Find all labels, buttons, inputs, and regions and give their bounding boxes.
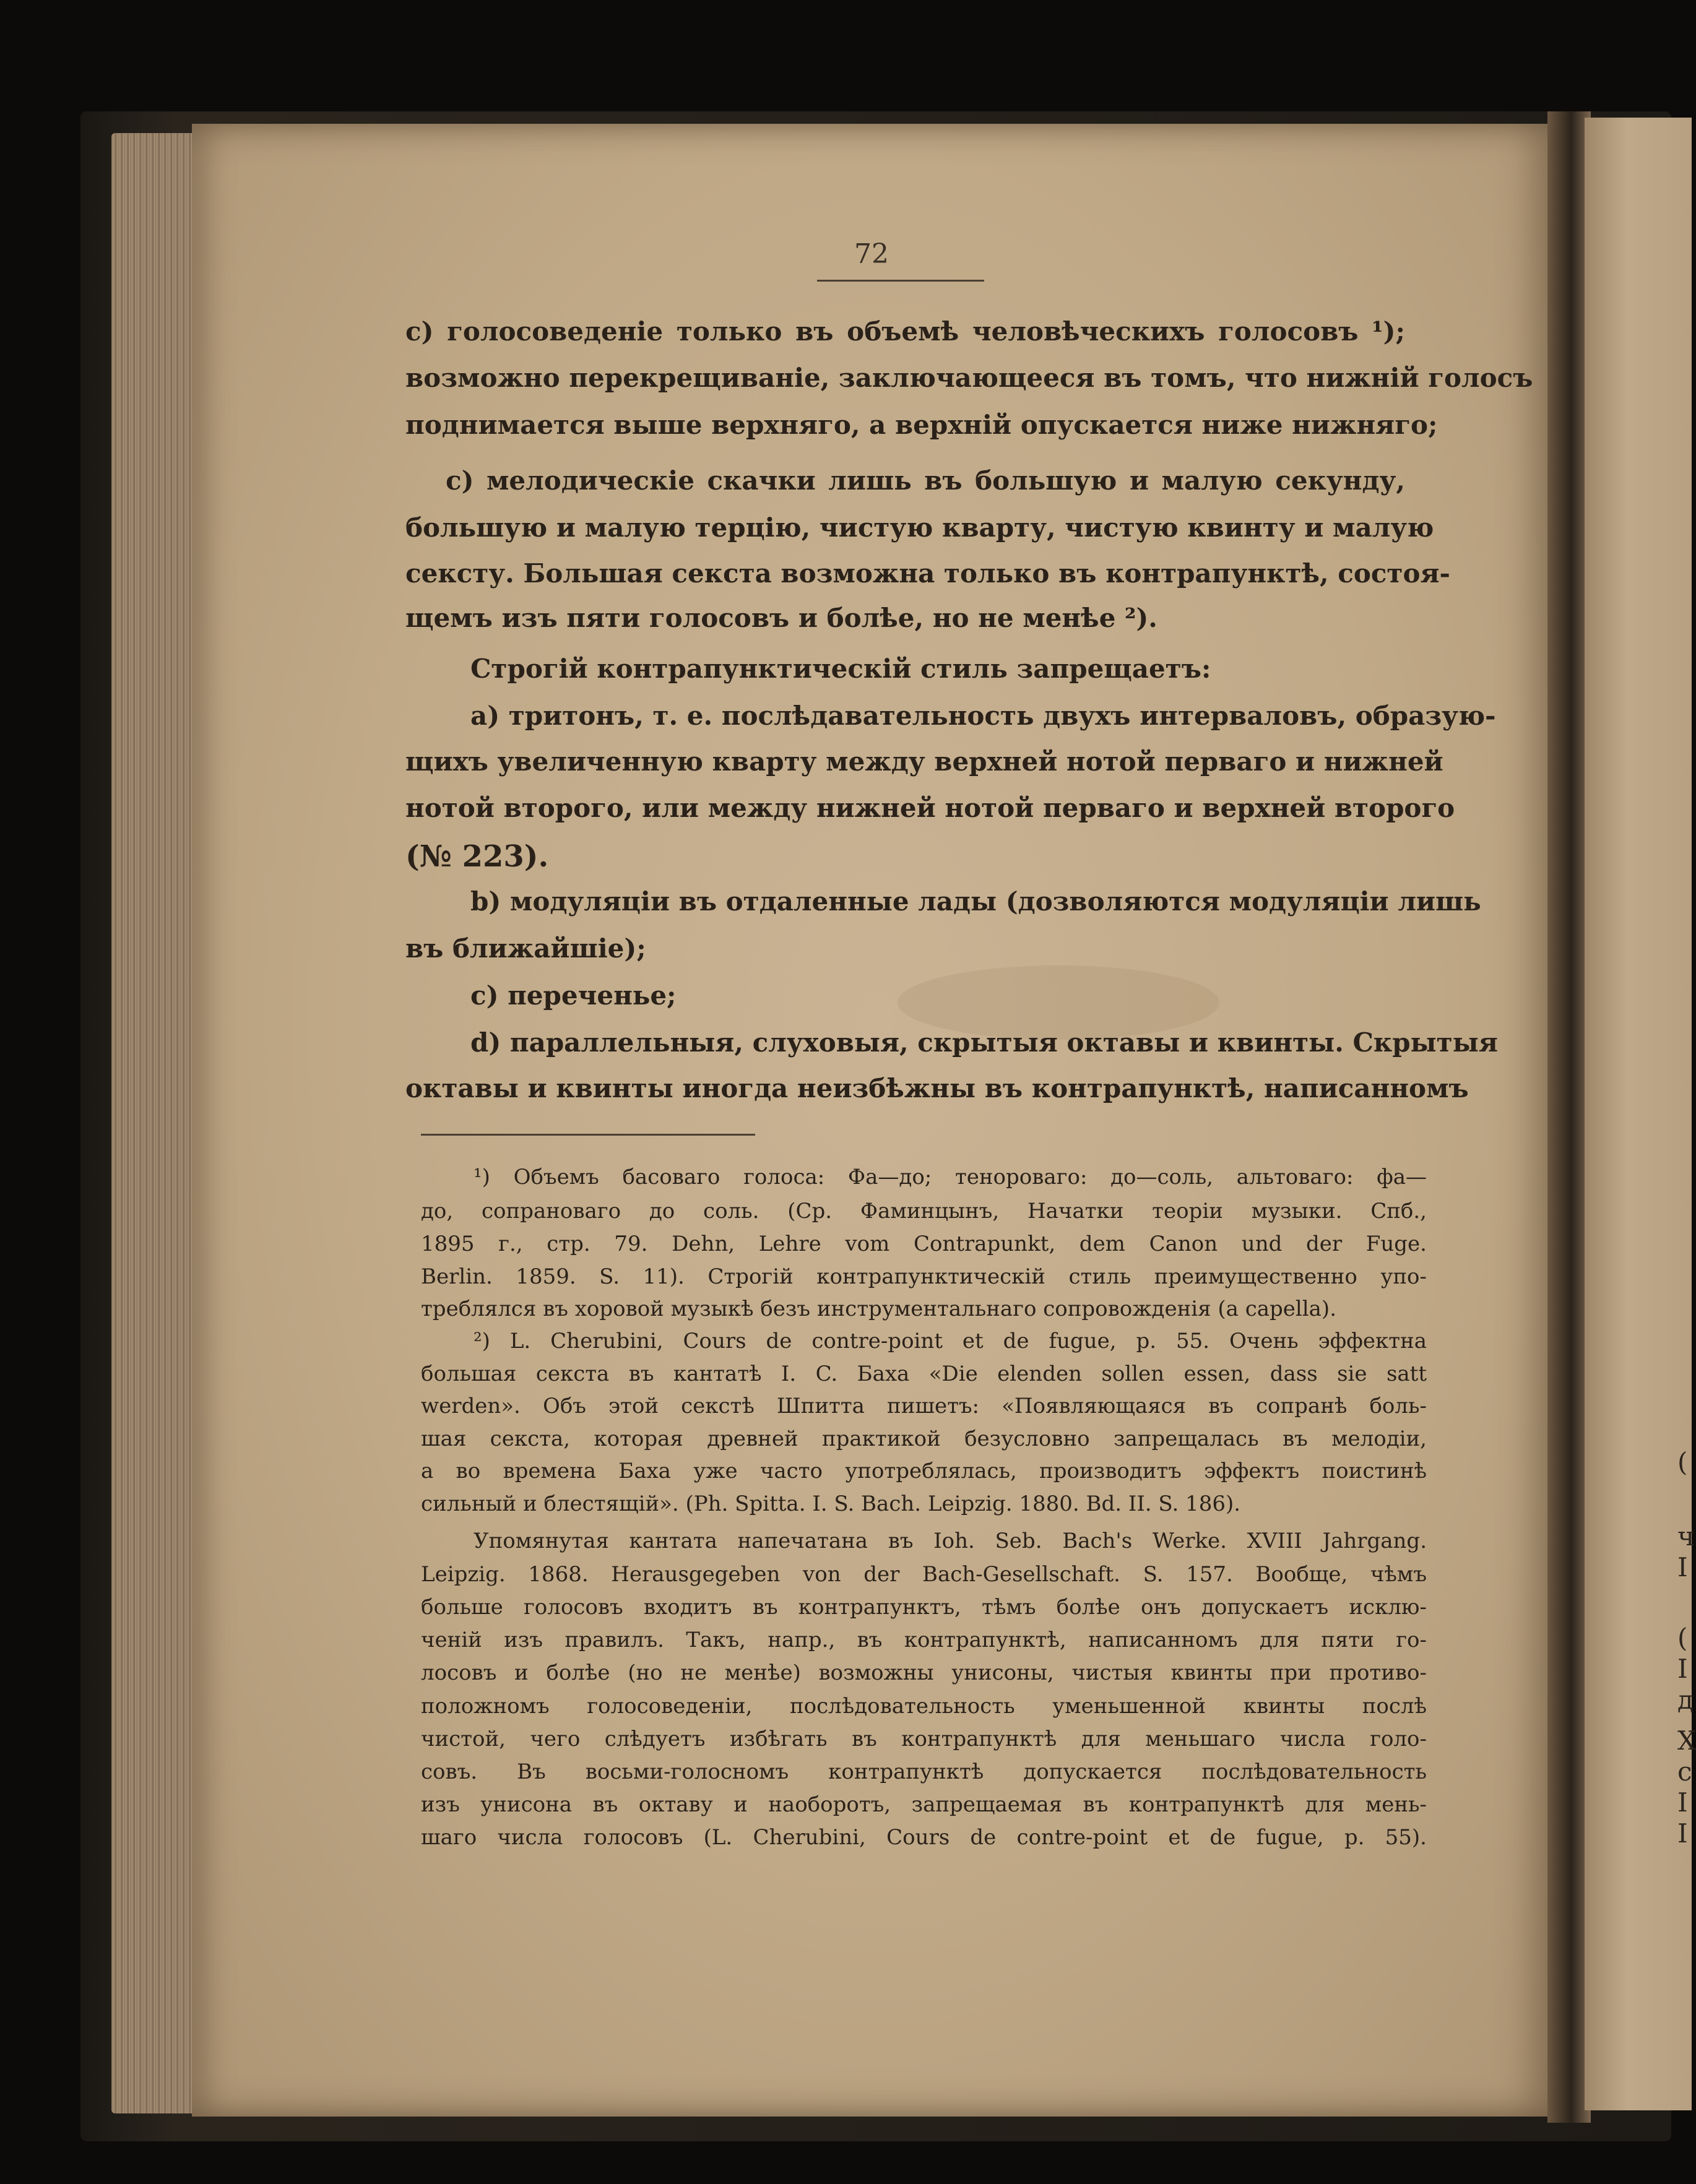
facing-page-fragment: Х [1677,1725,1696,1756]
footnote-rule [421,1134,755,1136]
footnote-line: а во времена Баха уже часто употреблялась, производитъ эффектъ поистинѣ [421,1459,1427,1483]
facing-page-fragment: ч [1677,1521,1695,1552]
body-line: въ ближайшіе); [405,933,646,964]
footnote-line: шая секста, которая древней практикой безусловно запрещалась въ мелодіи, [421,1427,1427,1451]
body-line: сексту. Большая секста возможна только въ контрапунктѣ, состоя- [405,558,1450,589]
footnote-line: ²) L. Cherubini, Cours de contre-point et de fugue, p. 55. Очень эффектна [474,1329,1427,1353]
facing-page-fragment: I [1677,1654,1688,1684]
facing-page-fragment: ( [1677,1447,1688,1477]
facing-page-fragment: І [1677,1818,1688,1849]
facing-page-fragment: д [1677,1685,1694,1715]
page-number-rule [817,280,984,282]
page-number: 72 [854,238,889,270]
footnote-line: до, сопрановаго до соль. (Ср. Фаминцынъ, Начатки теоріи музыки. Спб., [421,1199,1427,1224]
footnote-line: Leipzig. 1868. Herausgegeben von der Bach-Gesellschaft. S. 157. Вообще, чѣмъ [421,1562,1427,1587]
body-line: щемъ изъ пяти голосовъ и болѣе, но не менѣе ²). [405,603,1157,633]
footnote-line: шаго числа голосовъ (L. Cherubini, Cours de contre-point et de fugue, p. 55). [421,1825,1427,1850]
footnote-line: ¹) Объемъ басоваго голоса: Фа—до; тенороваго: до—соль, альтоваго: фа— [474,1165,1427,1189]
footnote-line: Berlin. 1859. S. 11). Строгій контрапунктическій стиль преимущественно упо- [421,1264,1427,1289]
body-line: (№ 223). [405,839,549,874]
footnote-line: изъ унисона въ октаву и наоборотъ, запрещаемая въ контрапунктѣ для мень- [421,1792,1427,1817]
body-line: Строгій контрапунктическій стиль запрещаетъ: [470,654,1211,684]
facing-page-fragment: I [1677,1552,1688,1582]
body-line: с) мелодическіе скачки лишь въ большую и малую секунду, [446,465,1405,496]
footnote-line: совъ. Въ восьми-голосномъ контрапунктѣ допускается послѣдовательность [421,1759,1427,1784]
facing-page-fragment: І [1677,1787,1688,1818]
body-line: октавы и квинты иногда неизбѣжны въ контрапунктѣ, написанномъ [405,1073,1469,1103]
facing-page-fragment: с [1677,1756,1692,1787]
footnote-line: большая секста въ кантатѣ I. C. Баха «Die elenden sollen essen, dass sie satt [421,1362,1427,1386]
facing-page-fragment: ( [1677,1623,1688,1653]
body-line: возможно перекрещиваніе, заключающееся въ томъ, что нижній голосъ [405,363,1533,393]
body-line: b) модуляціи въ отдаленные лады (дозволяются модуляціи лишь [470,886,1481,917]
body-line: большую и малую терцію, чистую кварту, чистую квинту и малую [405,512,1434,543]
footnote-line: 1895 г., стр. 79. Dehn, Lehre vom Contrapunkt, dem Canon und der Fuge. [421,1232,1427,1256]
footnote-line: сильный и блестящій». (Ph. Spitta. I. S. Bach. Leipzig. 1880. Bd. II. S. 186). [421,1491,1241,1516]
footnote-line: больше голосовъ входитъ въ контрапунктъ, тѣмъ болѣе онъ допускаетъ исклю- [421,1595,1427,1620]
body-line: с) голосоведеніе только въ объемѣ человѣческихъ голосовъ ¹); [405,316,1405,347]
page-edges [111,133,204,2113]
facing-page [1585,118,1696,2110]
footnote-line: лосовъ и болѣе (но не менѣе) возможны унисоны, чистыя квинты при противо- [421,1660,1427,1685]
footnote-line: треблялся въ хоровой музыкѣ безъ инструментальнаго сопровожденія (a capella). [421,1297,1336,1321]
body-line: с) переченье; [470,980,677,1011]
body-line: поднимается выше верхняго, а верхній опускается ниже нижняго; [405,410,1438,440]
footnote-line: ченій изъ правилъ. Такъ, напр., въ контрапунктѣ, написанномъ для пяти го- [421,1628,1427,1652]
footnote-line: Упомянутая кантата напечатана въ Ioh. Seb. Bach's Werke. XVIII Jahrgang. [474,1529,1427,1553]
footnote-line: werden». Объ этой секстѣ Шпитта пишетъ: «Появляющаяся въ сопранѣ боль- [421,1394,1427,1418]
footnote-line: чистой, чего слѣдуетъ избѣгать въ контрапунктѣ для меньшаго числа голо- [421,1727,1427,1751]
body-line: нотой второго, или между нижней нотой перваго и верхней второго [405,793,1455,823]
body-line: d) параллельныя, слуховыя, скрытыя октавы и квинты. Скрытыя [470,1027,1498,1058]
body-line: а) тритонъ, т. е. послѣдавательность двухъ интерваловъ, образую- [470,701,1496,731]
footnote-line: положномъ голосоведеніи, послѣдовательность уменьшенной квинты послѣ [421,1694,1427,1719]
body-line: щихъ увеличенную кварту между верхней нотой перваго и нижней [405,746,1443,777]
